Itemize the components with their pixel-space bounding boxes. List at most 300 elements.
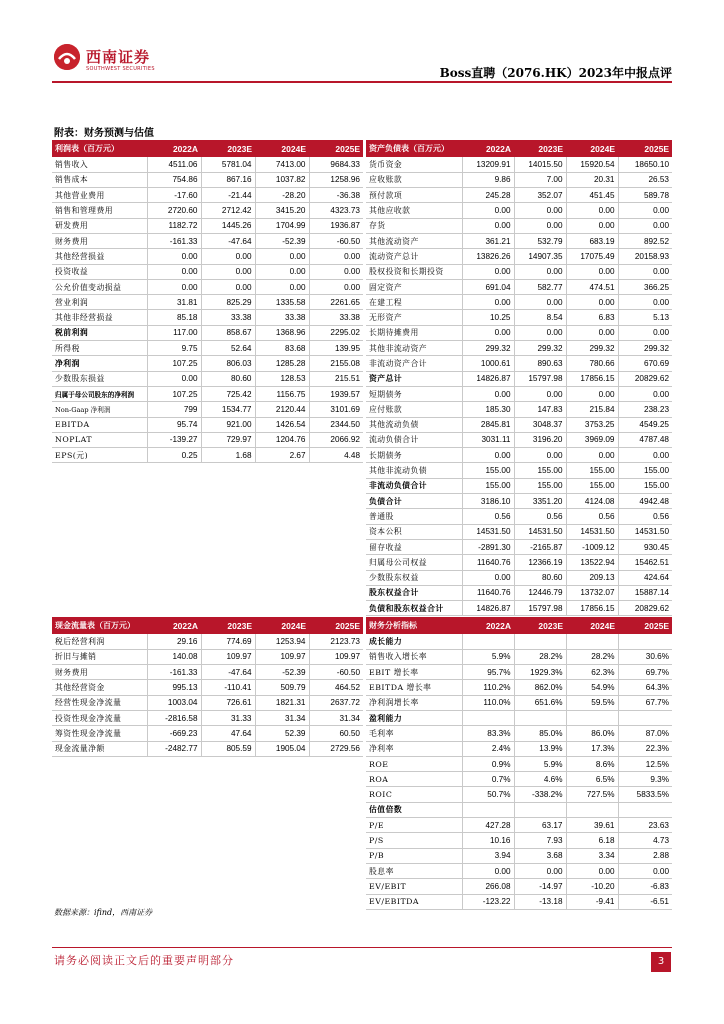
table-row [52, 649, 363, 664]
value-cell: 683.19 [566, 233, 618, 248]
year-header-cell: 2024E [255, 617, 309, 634]
row-label-cell: 折旧与摊销 [52, 649, 147, 664]
row-label-cell: 应付账款 [366, 402, 462, 417]
value-cell: 110.2% [462, 680, 514, 695]
value-cell: 0.00 [566, 264, 618, 279]
row-label-cell: 成长能力 [366, 634, 462, 649]
value-cell: 0.56 [462, 509, 514, 524]
table-row [366, 741, 672, 756]
value-cell: 0.56 [618, 509, 672, 524]
value-cell: 0.00 [514, 203, 566, 218]
row-label-cell: P/E [366, 818, 462, 833]
value-cell [566, 802, 618, 817]
row-label-cell: 少数股东损益 [52, 371, 147, 386]
value-cell: 726.61 [201, 695, 255, 710]
value-cell: 0.00 [255, 249, 309, 264]
value-cell: 80.60 [201, 371, 255, 386]
value-cell: 0.00 [566, 386, 618, 401]
table-row [52, 325, 363, 340]
table-row [366, 509, 672, 524]
value-cell: -1009.12 [566, 539, 618, 554]
value-cell: 0.00 [309, 279, 363, 294]
row-label-cell: 其他非经营损益 [52, 310, 147, 325]
value-cell: 140.08 [147, 649, 201, 664]
table-row [52, 402, 363, 417]
value-cell: 1253.94 [255, 634, 309, 649]
table-row [366, 402, 672, 417]
table-row [52, 310, 363, 325]
value-cell: 15797.98 [514, 601, 566, 616]
value-cell: 0.00 [566, 448, 618, 463]
value-cell: 2712.42 [201, 203, 255, 218]
value-cell: -36.38 [309, 188, 363, 203]
value-cell: -21.44 [201, 188, 255, 203]
row-label-cell: 普通股 [366, 509, 462, 524]
value-cell: 0.00 [462, 386, 514, 401]
table-row [366, 710, 672, 725]
value-cell: 352.07 [514, 188, 566, 203]
value-cell: 13732.07 [566, 585, 618, 600]
value-cell: -2165.87 [514, 539, 566, 554]
value-cell: 155.00 [566, 463, 618, 478]
table-row [52, 157, 363, 172]
table-row [52, 432, 363, 447]
value-cell: 23.63 [618, 818, 672, 833]
value-cell: 2845.81 [462, 417, 514, 432]
value-cell: 15462.51 [618, 555, 672, 570]
value-cell: 5833.5% [618, 787, 672, 802]
value-cell: 109.97 [309, 649, 363, 664]
row-label-cell: 税前利润 [52, 325, 147, 340]
row-label-cell: EPS(元) [52, 448, 147, 463]
row-label-cell: 其他流动负债 [366, 417, 462, 432]
table-row [366, 371, 672, 386]
table-row [366, 726, 672, 741]
value-cell: 0.00 [566, 203, 618, 218]
value-cell: 4511.06 [147, 157, 201, 172]
value-cell: 5.9% [514, 756, 566, 771]
table-row [366, 665, 672, 680]
table-row [366, 848, 672, 863]
value-cell: 2295.02 [309, 325, 363, 340]
row-label-cell: 销售收入增长率 [366, 649, 462, 664]
value-cell: -17.60 [147, 188, 201, 203]
year-header-cell: 2022A [462, 617, 514, 634]
value-cell: 4.48 [309, 448, 363, 463]
row-label-cell: 长期待摊费用 [366, 325, 462, 340]
value-cell: 0.56 [566, 509, 618, 524]
value-cell: 5781.04 [201, 157, 255, 172]
table-title-cell: 财务分析指标 [366, 617, 462, 634]
table-row [366, 802, 672, 817]
value-cell: 26.53 [618, 172, 672, 187]
value-cell: 6.18 [566, 833, 618, 848]
value-cell: 799 [147, 402, 201, 417]
table-row [366, 787, 672, 802]
row-label-cell: 长期债务 [366, 448, 462, 463]
row-label-cell: 财务费用 [52, 665, 147, 680]
table-row [366, 894, 672, 909]
value-cell: 2066.92 [309, 432, 363, 447]
value-cell: 2120.44 [255, 402, 309, 417]
table-row [366, 233, 672, 248]
value-cell: -10.20 [566, 879, 618, 894]
table-header-row [52, 617, 363, 634]
row-label-cell: 货币资金 [366, 157, 462, 172]
table-row [366, 772, 672, 787]
value-cell: 215.84 [566, 402, 618, 417]
value-cell: 13209.91 [462, 157, 514, 172]
value-cell: 54.9% [566, 680, 618, 695]
value-cell: -52.39 [255, 665, 309, 680]
value-cell: 0.00 [255, 264, 309, 279]
value-cell: 4323.73 [309, 203, 363, 218]
value-cell: 0.00 [201, 279, 255, 294]
value-cell: 3415.20 [255, 203, 309, 218]
value-cell: 0.00 [514, 448, 566, 463]
table-row [366, 570, 672, 585]
table-row [52, 371, 363, 386]
value-cell: 3101.69 [309, 402, 363, 417]
table-row [52, 634, 363, 649]
value-cell: 754.86 [147, 172, 201, 187]
value-cell [514, 710, 566, 725]
table-row [366, 417, 672, 432]
value-cell: 28.2% [514, 649, 566, 664]
year-header-cell: 2023E [514, 140, 566, 157]
row-label-cell: 预付款项 [366, 188, 462, 203]
row-label-cell: 销售成本 [52, 172, 147, 187]
row-label-cell: 其他非流动负债 [366, 463, 462, 478]
value-cell: 8.6% [566, 756, 618, 771]
value-cell: 109.97 [255, 649, 309, 664]
value-cell: 1426.54 [255, 417, 309, 432]
value-cell: 0.00 [514, 218, 566, 233]
value-cell: 12.5% [618, 756, 672, 771]
value-cell: 3031.11 [462, 432, 514, 447]
value-cell: 3196.20 [514, 432, 566, 447]
value-cell: 3.68 [514, 848, 566, 863]
value-cell: 1204.76 [255, 432, 309, 447]
year-header-cell: 2023E [201, 140, 255, 157]
table-row [52, 680, 363, 695]
value-cell: 14531.50 [618, 524, 672, 539]
table-row [366, 157, 672, 172]
value-cell: 0.7% [462, 772, 514, 787]
row-label-cell: 在建工程 [366, 295, 462, 310]
value-cell: 15920.54 [566, 157, 618, 172]
value-cell [618, 634, 672, 649]
table-row [52, 172, 363, 187]
value-cell: 15887.14 [618, 585, 672, 600]
row-label-cell: 少数股东权益 [366, 570, 462, 585]
value-cell: 20829.62 [618, 371, 672, 386]
value-cell: 31.81 [147, 295, 201, 310]
value-cell: 1936.87 [309, 218, 363, 233]
row-label-cell: EV/EBITDA [366, 894, 462, 909]
value-cell: 155.00 [618, 478, 672, 493]
value-cell: 0.00 [514, 325, 566, 340]
table-row [52, 295, 363, 310]
value-cell: 0.00 [618, 203, 672, 218]
row-label-cell: 固定资产 [366, 279, 462, 294]
value-cell: 532.79 [514, 233, 566, 248]
value-cell: 427.28 [462, 818, 514, 833]
value-cell: 139.95 [309, 341, 363, 356]
value-cell: 2261.65 [309, 295, 363, 310]
value-cell: 0.00 [462, 570, 514, 585]
value-cell: 28.2% [566, 649, 618, 664]
row-label-cell: EBITDA [52, 417, 147, 432]
table-row [366, 264, 672, 279]
value-cell: 7.00 [514, 172, 566, 187]
value-cell: 1037.82 [255, 172, 309, 187]
value-cell: 5.9% [462, 649, 514, 664]
value-cell: 20158.93 [618, 249, 672, 264]
value-cell: 30.6% [618, 649, 672, 664]
value-cell: 0.25 [147, 448, 201, 463]
value-cell: 0.00 [255, 279, 309, 294]
year-header-cell: 2022A [147, 617, 201, 634]
value-cell: 67.7% [618, 695, 672, 710]
table-row [366, 448, 672, 463]
value-cell: 0.00 [147, 279, 201, 294]
value-cell: 18650.10 [618, 157, 672, 172]
value-cell: 17856.15 [566, 601, 618, 616]
row-label-cell: EV/EBIT [366, 879, 462, 894]
table-row [366, 879, 672, 894]
financial-ratios-table [366, 617, 672, 910]
report-title: Boss直聘（2076.HK）2023年中报点评 [439, 66, 672, 80]
row-label-cell: P/S [366, 833, 462, 848]
row-label-cell: 股息率 [366, 863, 462, 878]
value-cell: 1905.04 [255, 741, 309, 756]
value-cell: 464.52 [309, 680, 363, 695]
value-cell: 17075.49 [566, 249, 618, 264]
value-cell: 39.61 [566, 818, 618, 833]
row-label-cell: 其他应收款 [366, 203, 462, 218]
value-cell: -14.97 [514, 879, 566, 894]
row-label-cell: P/B [366, 848, 462, 863]
table-row [366, 756, 672, 771]
row-label-cell: 负债和股东权益合计 [366, 601, 462, 616]
value-cell: 3753.25 [566, 417, 618, 432]
table-row [366, 524, 672, 539]
row-label-cell: 净利润增长率 [366, 695, 462, 710]
row-label-cell: 非流动资产合计 [366, 356, 462, 371]
table-row [52, 264, 363, 279]
table-row [366, 494, 672, 509]
value-cell [462, 634, 514, 649]
table-row [366, 172, 672, 187]
value-cell [618, 710, 672, 725]
table-header-row [366, 617, 672, 634]
value-cell: 727.5% [566, 787, 618, 802]
row-label-cell: 现金流量净额 [52, 741, 147, 756]
row-label-cell: ROA [366, 772, 462, 787]
value-cell: 215.51 [309, 371, 363, 386]
row-label-cell: 短期债务 [366, 386, 462, 401]
row-label-cell: NOPLAT [52, 432, 147, 447]
value-cell: -2816.58 [147, 710, 201, 725]
section-title: 附表：财务预测与估值 [54, 128, 154, 139]
logo-text: 西南证券 [86, 48, 151, 66]
value-cell: -2891.30 [462, 539, 514, 554]
row-label-cell: 营业利润 [52, 295, 147, 310]
row-label-cell: 所得税 [52, 341, 147, 356]
value-cell: 10.16 [462, 833, 514, 848]
value-cell: 238.23 [618, 402, 672, 417]
value-cell: 474.51 [566, 279, 618, 294]
value-cell: 17.3% [566, 741, 618, 756]
value-cell: 47.64 [201, 726, 255, 741]
value-cell: -123.22 [462, 894, 514, 909]
value-cell: 9684.33 [309, 157, 363, 172]
row-label-cell: 销售和管理费用 [52, 203, 147, 218]
row-label-cell: Non-Gaap 净利润 [52, 402, 147, 417]
value-cell: 890.63 [514, 356, 566, 371]
value-cell: 729.97 [201, 432, 255, 447]
value-cell: 0.00 [618, 863, 672, 878]
value-cell: 8.54 [514, 310, 566, 325]
table-row [366, 341, 672, 356]
value-cell: 63.17 [514, 818, 566, 833]
value-cell: 0.00 [514, 295, 566, 310]
value-cell: 128.53 [255, 371, 309, 386]
table-row [366, 325, 672, 340]
value-cell: 2729.56 [309, 741, 363, 756]
value-cell: 155.00 [462, 478, 514, 493]
value-cell: 13.9% [514, 741, 566, 756]
value-cell: -161.33 [147, 665, 201, 680]
value-cell: 155.00 [462, 463, 514, 478]
table-header-row [366, 140, 672, 157]
value-cell: 3186.10 [462, 494, 514, 509]
table-row [366, 555, 672, 570]
table-row [366, 863, 672, 878]
value-cell: 4787.48 [618, 432, 672, 447]
value-cell: 1335.58 [255, 295, 309, 310]
year-header-cell: 2023E [201, 617, 255, 634]
value-cell: 33.38 [201, 310, 255, 325]
row-label-cell: 负债合计 [366, 494, 462, 509]
value-cell: 1445.26 [201, 218, 255, 233]
value-cell: 1704.99 [255, 218, 309, 233]
logo-subtext: SOUTHWEST SECURITIES [86, 66, 155, 72]
value-cell: 31.34 [255, 710, 309, 725]
value-cell: 299.32 [618, 341, 672, 356]
value-cell: 691.04 [462, 279, 514, 294]
value-cell: 69.7% [618, 665, 672, 680]
row-label-cell: 净利率 [366, 741, 462, 756]
value-cell: 52.39 [255, 726, 309, 741]
data-source-note: 数据来源：ifind，西南证券 [54, 908, 153, 917]
company-logo [52, 42, 192, 78]
value-cell: 921.00 [201, 417, 255, 432]
table-header-row [52, 140, 363, 157]
table-row [52, 741, 363, 756]
value-cell: 95.74 [147, 417, 201, 432]
value-cell: -669.23 [147, 726, 201, 741]
table-row [52, 386, 363, 401]
value-cell: 7.93 [514, 833, 566, 848]
table-row [52, 726, 363, 741]
value-cell: 0.56 [514, 509, 566, 524]
table-row [366, 432, 672, 447]
value-cell: 85.0% [514, 726, 566, 741]
table-row [52, 665, 363, 680]
value-cell: -47.64 [201, 665, 255, 680]
table-row [366, 601, 672, 616]
row-label-cell: 其他营业费用 [52, 188, 147, 203]
value-cell: 366.25 [618, 279, 672, 294]
value-cell: 582.77 [514, 279, 566, 294]
value-cell: 64.3% [618, 680, 672, 695]
value-cell: 1368.96 [255, 325, 309, 340]
value-cell: 1156.75 [255, 386, 309, 401]
table-row [52, 188, 363, 203]
row-label-cell: 资产总计 [366, 371, 462, 386]
value-cell: 110.0% [462, 695, 514, 710]
value-cell: 9.75 [147, 341, 201, 356]
table-row [366, 649, 672, 664]
value-cell: 50.7% [462, 787, 514, 802]
value-cell: 245.28 [462, 188, 514, 203]
value-cell: 33.38 [255, 310, 309, 325]
value-cell: -52.39 [255, 233, 309, 248]
value-cell: 3969.09 [566, 432, 618, 447]
value-cell: 0.00 [147, 264, 201, 279]
value-cell: 11640.76 [462, 555, 514, 570]
value-cell: 0.00 [462, 325, 514, 340]
value-cell: 155.00 [514, 463, 566, 478]
value-cell: 2123.73 [309, 634, 363, 649]
table-title-cell: 资产负债表（百万元） [366, 140, 462, 157]
value-cell: 725.42 [201, 386, 255, 401]
value-cell: 774.69 [201, 634, 255, 649]
table-row [52, 695, 363, 710]
row-label-cell: 盈利能力 [366, 710, 462, 725]
value-cell: 147.83 [514, 402, 566, 417]
value-cell: 651.6% [514, 695, 566, 710]
table-row [366, 818, 672, 833]
value-cell: 0.00 [618, 386, 672, 401]
value-cell: 451.45 [566, 188, 618, 203]
value-cell: 3351.20 [514, 494, 566, 509]
value-cell: 1285.28 [255, 356, 309, 371]
row-label-cell: EBITDA 增长率 [366, 680, 462, 695]
value-cell: 109.97 [201, 649, 255, 664]
table-row [52, 279, 363, 294]
value-cell: 825.29 [201, 295, 255, 310]
value-cell: 0.00 [462, 448, 514, 463]
value-cell [462, 710, 514, 725]
balance-sheet-table [366, 140, 672, 616]
income-statement-table [52, 140, 363, 463]
value-cell: 4549.25 [618, 417, 672, 432]
value-cell: 52.64 [201, 341, 255, 356]
value-cell: 9.3% [618, 772, 672, 787]
row-label-cell: 净利润 [52, 356, 147, 371]
value-cell: 0.00 [618, 448, 672, 463]
value-cell: 0.00 [462, 295, 514, 310]
value-cell: 6.83 [566, 310, 618, 325]
value-cell: 1.68 [201, 448, 255, 463]
value-cell: 155.00 [514, 478, 566, 493]
value-cell: 0.00 [566, 863, 618, 878]
table-row [366, 833, 672, 848]
table-row [366, 539, 672, 554]
